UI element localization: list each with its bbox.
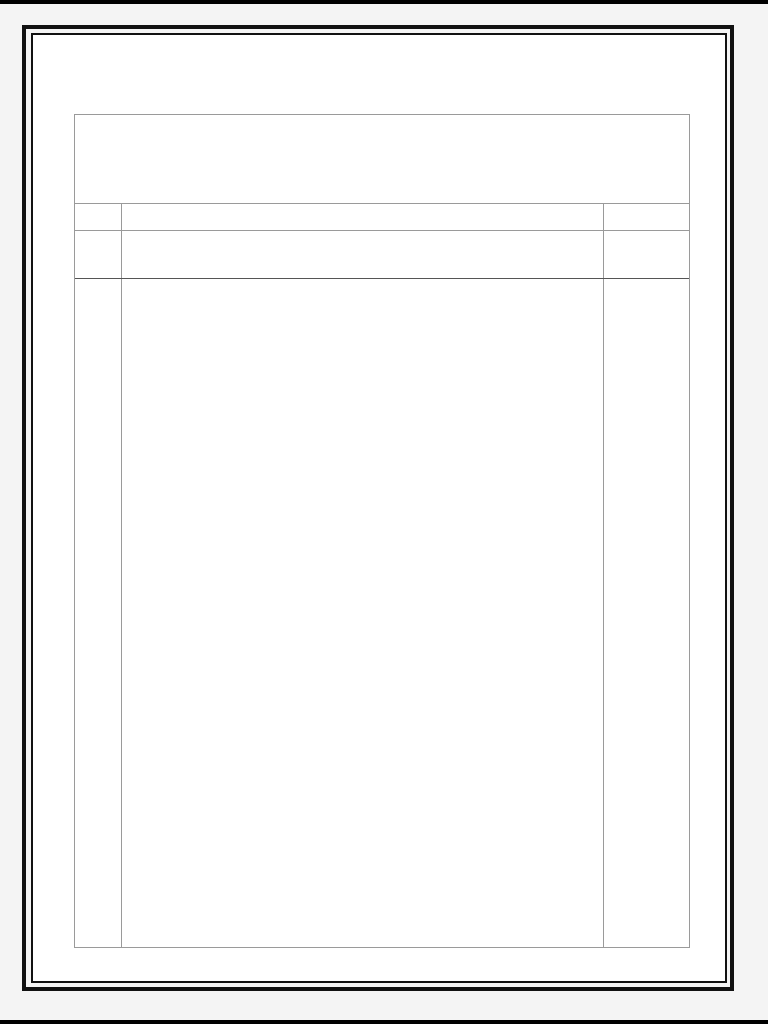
column-divider-right	[603, 203, 604, 947]
index-table	[74, 114, 690, 948]
section-row	[75, 230, 689, 279]
header-row	[75, 203, 689, 231]
column-divider-left	[121, 203, 122, 947]
title-row	[75, 115, 689, 204]
